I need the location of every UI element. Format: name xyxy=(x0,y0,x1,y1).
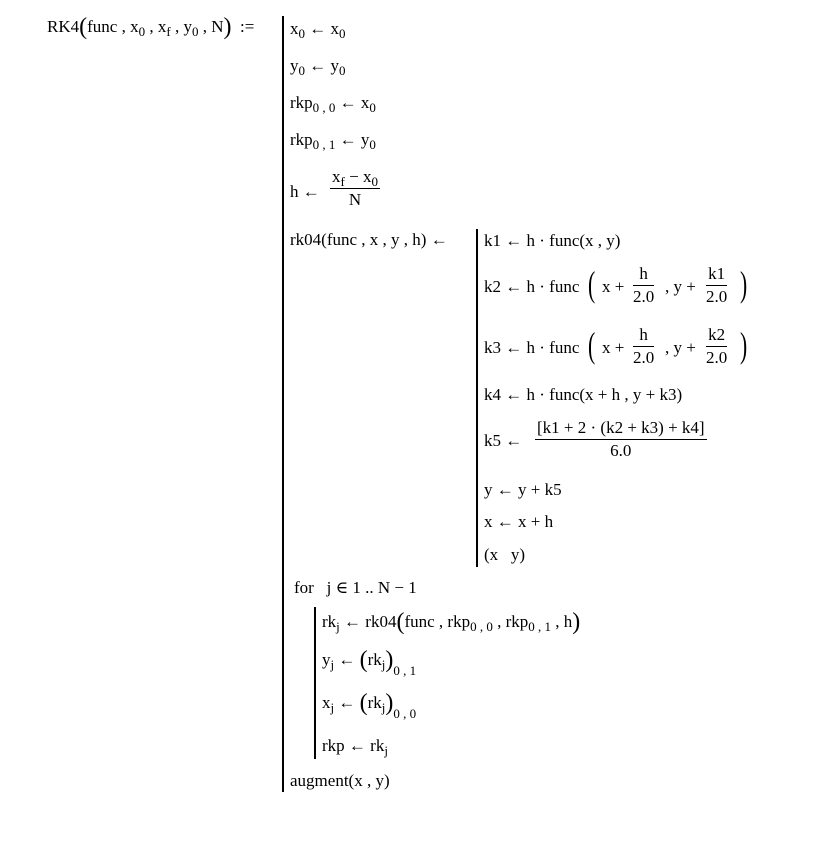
define-operator: := xyxy=(239,17,255,36)
assign-x0: $x_0$ ← $x_0$ xyxy=(290,19,346,41)
k2-right-paren: ) xyxy=(740,264,748,304)
program-bracket-rk04 xyxy=(476,229,478,567)
function-header: RK4(func , $x_0$ , $x_f$ , $y_0$ , N) := xyxy=(47,14,255,40)
assign-k5: k5 ← xyxy=(484,431,523,450)
assign-k3: k3 ← h · func xyxy=(484,338,580,357)
program-bracket-main xyxy=(282,16,284,792)
k2-left-paren: ( xyxy=(588,264,596,304)
assign-y-update: y ← y + k5 xyxy=(484,480,562,499)
assign-x-update: x ← x + h xyxy=(484,512,554,531)
assign-rkp01: rkp$_{0 , 1}$ ← $y_0$ xyxy=(290,130,376,152)
h-fraction: $\frac{x_f - x_0}{N}$ xyxy=(332,167,378,209)
assign-y0: $y_0$ ← $y_0$ xyxy=(290,56,346,78)
loop-assign-rkp: rkp ← $rk_j$ xyxy=(322,736,388,758)
for-loop-header: for j ∈ 1 .. N − 1 xyxy=(294,578,417,597)
assign-rkp00: rkp$_{0 , 0}$ ← $x_0$ xyxy=(290,93,376,115)
loop-assign-rkj: $rk_j$ ← rk04(func , rkp$_{0 , 0}$ , rkp$_{0 , 1}$ , h) xyxy=(322,609,581,635)
rk04-definition: rk04(func , x , y , h) ← xyxy=(290,230,448,249)
assign-k1: k1 ← h · func(x , y) xyxy=(484,231,621,250)
final-augment: augment(x , y) xyxy=(290,771,390,790)
k2-fraction-h: $\frac{h}{2.0}$ xyxy=(633,264,655,306)
loop-assign-xj: $x_j$ ← $(rk_j)_{0 , 0}$ xyxy=(322,690,417,721)
k3-right-paren: ) xyxy=(740,325,748,365)
loop-assign-yj: $y_j$ ← $(rk_j)_{0 , 1}$ xyxy=(322,647,417,678)
assign-k2: k2 ← h · func xyxy=(484,277,580,296)
k2-fraction-k1: $\frac{k1}{2.0}$ xyxy=(706,264,728,306)
k5-fraction: $\frac{[k1 + 2 \cdot (k2 + k3) + k4]}{6.0}$ xyxy=(537,418,705,460)
return-vector: (x y) xyxy=(484,545,526,564)
assign-h: h ← xyxy=(290,182,320,201)
k3-left-paren: ( xyxy=(588,325,596,365)
k3-fraction-h: $\frac{h}{2.0}$ xyxy=(633,325,655,367)
assign-k4: k4 ← h · func(x + h , y + k3) xyxy=(484,385,683,404)
k3-fraction-k2: $\frac{k2}{2.0}$ xyxy=(706,325,728,367)
program-bracket-loop xyxy=(314,607,316,759)
